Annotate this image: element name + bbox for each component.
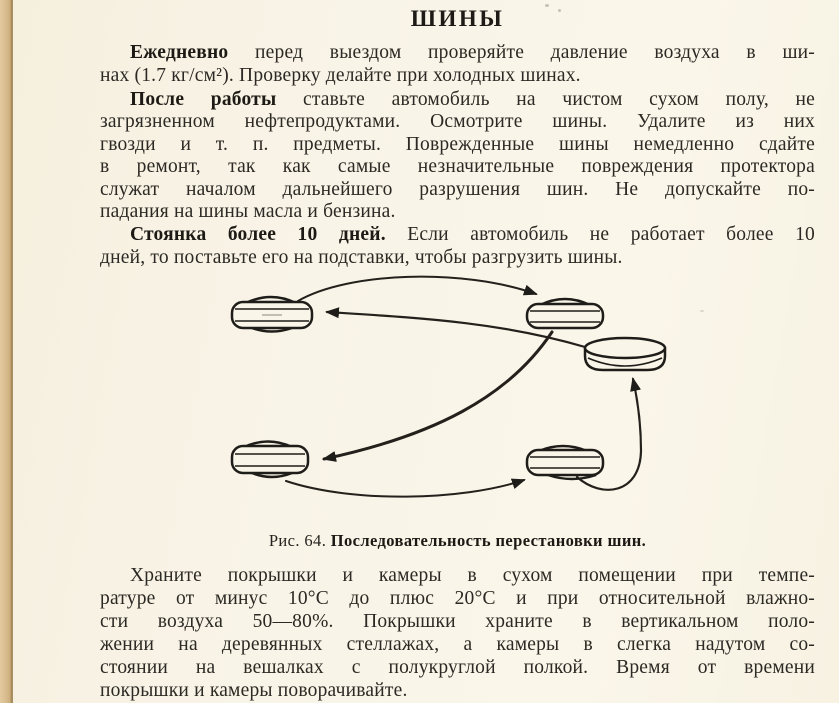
text-line: падания на шины масла и бензина.	[100, 201, 396, 223]
text-line: загрязненном нефтепродуктами. Осмотрите шины. Удалите из них	[100, 111, 815, 133]
arrow-front-right-to-rear-left	[324, 332, 552, 459]
text-line: нах (1.7 кг/см²). Проверку делайте при холодных шинах.	[100, 64, 581, 86]
tire-rotation-diagram	[180, 264, 690, 530]
tire-spare	[585, 338, 665, 370]
text-line: покрышки и камеры поворачивайте.	[100, 680, 408, 701]
page-title: ШИНЫ	[410, 6, 505, 31]
tire-front-right	[527, 299, 603, 328]
text-line: в ремонт, так как самые незначительные повреждения протектора	[100, 156, 815, 178]
book-edge-band	[0, 0, 13, 703]
scan-speck	[700, 310, 704, 312]
text-line: Храните покрышки и камеры в сухом помещении при темпе-	[130, 565, 815, 586]
text-line: Ежедневно перед выездом проверяйте давление воздуха в ши-	[130, 42, 815, 63]
bold-lead: Ежедневно	[130, 42, 229, 63]
tire-rear-left	[232, 442, 308, 478]
text-line: Стоянка более 10 дней. Если автомобиль не работает более 10	[130, 224, 815, 245]
text-line: сти воздуха 50—80%. Покрышки храните в вертикальном поло-	[100, 611, 815, 632]
paragraph-after-work	[100, 89, 815, 223]
paragraph-daily-check	[100, 42, 815, 87]
text-line: гвозди и т. п. предметы. Поврежденные шины немедленно сдайте	[100, 133, 815, 155]
text-line: жении на деревянных стеллажах, а камеры в слегка надутом со-	[100, 634, 815, 655]
figure-caption	[100, 531, 815, 551]
paragraph-storage	[100, 564, 815, 702]
figure-caption-text: Последовательность перестановки шин.	[330, 531, 647, 550]
arrow-front-left-to-front-right	[298, 277, 536, 301]
text-line: После работы ставьте автомобиль на чистом сухом полу, не	[130, 89, 816, 110]
bold-lead: Стоянка более 10 дней.	[130, 224, 386, 245]
figure-number: Рис. 64.	[268, 531, 327, 550]
text-line: стоянии на вешалках с полукруглой полкой. Время от времени	[100, 657, 815, 678]
text-line: дней, то поставьте его на подставки, чтобы разгрузить шины.	[100, 246, 623, 268]
arrow-rear-left-to-rear-right	[286, 480, 524, 497]
tire-front-left	[232, 297, 312, 332]
bold-lead: После работы	[130, 89, 277, 110]
tire-rear-right	[527, 446, 603, 479]
text-line: ратуре от минус 10°С до плюс 20°С и при относительной влажно-	[100, 588, 815, 609]
paragraph-parking-10-days	[100, 224, 815, 269]
tires	[232, 297, 665, 479]
text-line: служат началом дальнейшего разрушения шин. Не допускайте по-	[100, 178, 815, 200]
